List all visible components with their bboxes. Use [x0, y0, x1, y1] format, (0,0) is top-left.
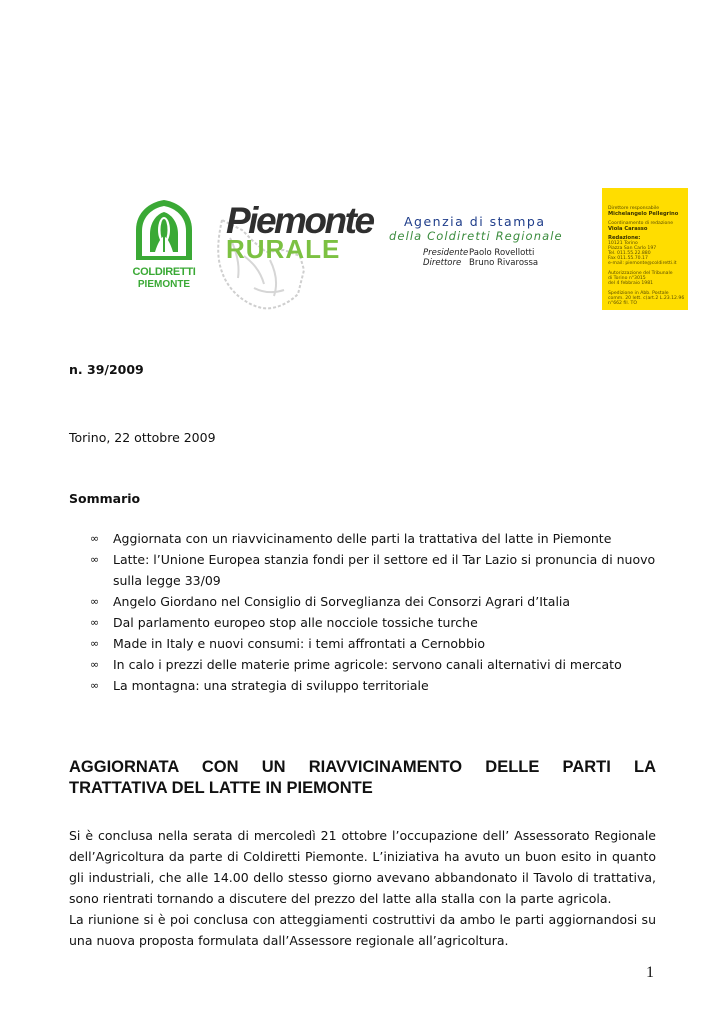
sidebox-line: Michelangelo Pellegrino [608, 211, 679, 217]
coldiretti-logo [128, 198, 200, 294]
masthead-info-box [602, 188, 688, 310]
article-title-line2: TRATTATIVA DEL LATTE IN PIEMONTE [69, 779, 373, 797]
summary-item-text: La montagna: una strategia di sviluppo territoriale [113, 678, 429, 693]
coldiretti-emblem-icon [128, 198, 200, 268]
summary-item-text: Made in Italy e nuovi consumi: i temi affrontati a Cernobbio [113, 636, 486, 651]
sidebox-line: Piazza San Carlo 197 [608, 246, 657, 251]
sidebox-line: Spedizione in Abb. Postale [608, 291, 669, 296]
sidebox-line: n°662 fil. TO [608, 301, 637, 306]
page-number: 1 [646, 964, 654, 981]
summary-item [90, 591, 660, 612]
article-paragraph: La riunione si è poi conclusa con atteggiamenti costruttivi da ambo le parti aggiornandosi su una nuova proposta formulata dall’Assessore regionale all’agricoltura. [69, 912, 656, 948]
summary-item [90, 528, 660, 549]
sidebox-line: del 4 febbraio 1981 [608, 281, 654, 286]
summary-item [90, 633, 660, 654]
infinity-bullet-icon: ∞ [90, 658, 100, 671]
infinity-bullet-icon: ∞ [90, 679, 100, 692]
summary-item-text: In calo i prezzi delle materie prime agricole: servono canali alternativi di mercato [113, 657, 622, 672]
article-body [69, 825, 656, 951]
sidebox-line: comm. 20 lett. c)art.2 L.23.12.96 [608, 296, 685, 301]
summary-list [90, 528, 660, 696]
summary-item [90, 549, 660, 591]
direttore-name: Bruno Rivarossa [469, 258, 539, 268]
sidebox-line: Autorizzazione del Tribunale [608, 271, 673, 276]
summary-item-text: Dal parlamento europeo stop alle nocciole tossiche turche [113, 615, 478, 630]
direttore-label: Direttore [423, 258, 462, 268]
logo-rurale-word: RURALE [226, 234, 341, 264]
presidente-name: Paolo Rovellotti [469, 248, 535, 258]
direttore-line [423, 258, 538, 268]
sidebox-line: Coordinamento di redazione [608, 221, 674, 226]
summary-item-text: Angelo Giordano nel Consiglio di Sorveglianza dei Consorzi Agrari d’Italia [113, 594, 571, 609]
article-title-line1: AGGIORNATA CON UN RIAVVICINAMENTO DELLE PARTI LA [69, 758, 656, 776]
coldiretti-logo-line1: COLDIRETTI [132, 266, 196, 278]
logo-piemonte-word: Piemonte [226, 200, 373, 241]
coldiretti-logo-line2: PIEMONTE [137, 279, 191, 290]
article-paragraph: Si è conclusa nella serata di mercoledì 21 ottobre l’occupazione dell’ Assessorato Regionale dell’Agricoltura da parte di Coldiretti Piemonte. L’iniziativa ha avuto un buon esito in quanto gli industriali, che alle 14.00 dello stesso giorno avevano abbandonato il Tavolo di trattativa, sono rientrati tornando a discutere del prezzo del latte alla stalla con la parte agricola. [69, 828, 656, 906]
coldiretti-regionale-subtitle: della Coldiretti Regionale [389, 229, 563, 243]
sidebox-line: 10121 Torino [608, 241, 638, 246]
summary-item-text: Aggiornata con un riavvicinamento delle parti la trattativa del latte in Piemonte [113, 531, 612, 546]
agenzia-title: Agenzia di stampa [404, 214, 546, 229]
summary-item [90, 675, 660, 696]
infinity-bullet-icon: ∞ [90, 616, 100, 629]
infinity-bullet-icon: ∞ [90, 637, 100, 650]
infinity-bullet-icon: ∞ [90, 532, 100, 545]
issue-number: n. 39/2009 [69, 362, 144, 377]
sidebox-line: Fax 011.55.70.17 [608, 256, 648, 261]
sidebox-line: e-mail: piemonte@coldiretti.it [608, 261, 677, 266]
presidente-label: Presidente [423, 248, 469, 258]
summary-item [90, 654, 660, 675]
infinity-bullet-icon: ∞ [90, 595, 100, 608]
date-line: Torino, 22 ottobre 2009 [69, 430, 216, 445]
infinity-bullet-icon: ∞ [90, 553, 100, 566]
article-title [69, 757, 656, 799]
piemonte-rurale-logo [214, 198, 373, 310]
sidebox-line: Tel. 011.55.22.880 [608, 251, 651, 256]
sidebox-line: di Torino n°3015 [608, 276, 646, 281]
presidente-line [423, 248, 534, 258]
sidebox-line: Viola Carasso [608, 226, 648, 232]
summary-item-text: Latte: l’Unione Europea stanzia fondi per il settore ed il Tar Lazio si pronuncia di nuovo sulla legge 33/09 [113, 552, 656, 588]
sidebox-line: Direttore responsabile [608, 206, 660, 211]
summary-item [90, 612, 660, 633]
summary-title: Sommario [69, 491, 141, 506]
sidebox-line: Redazione: [608, 235, 641, 241]
